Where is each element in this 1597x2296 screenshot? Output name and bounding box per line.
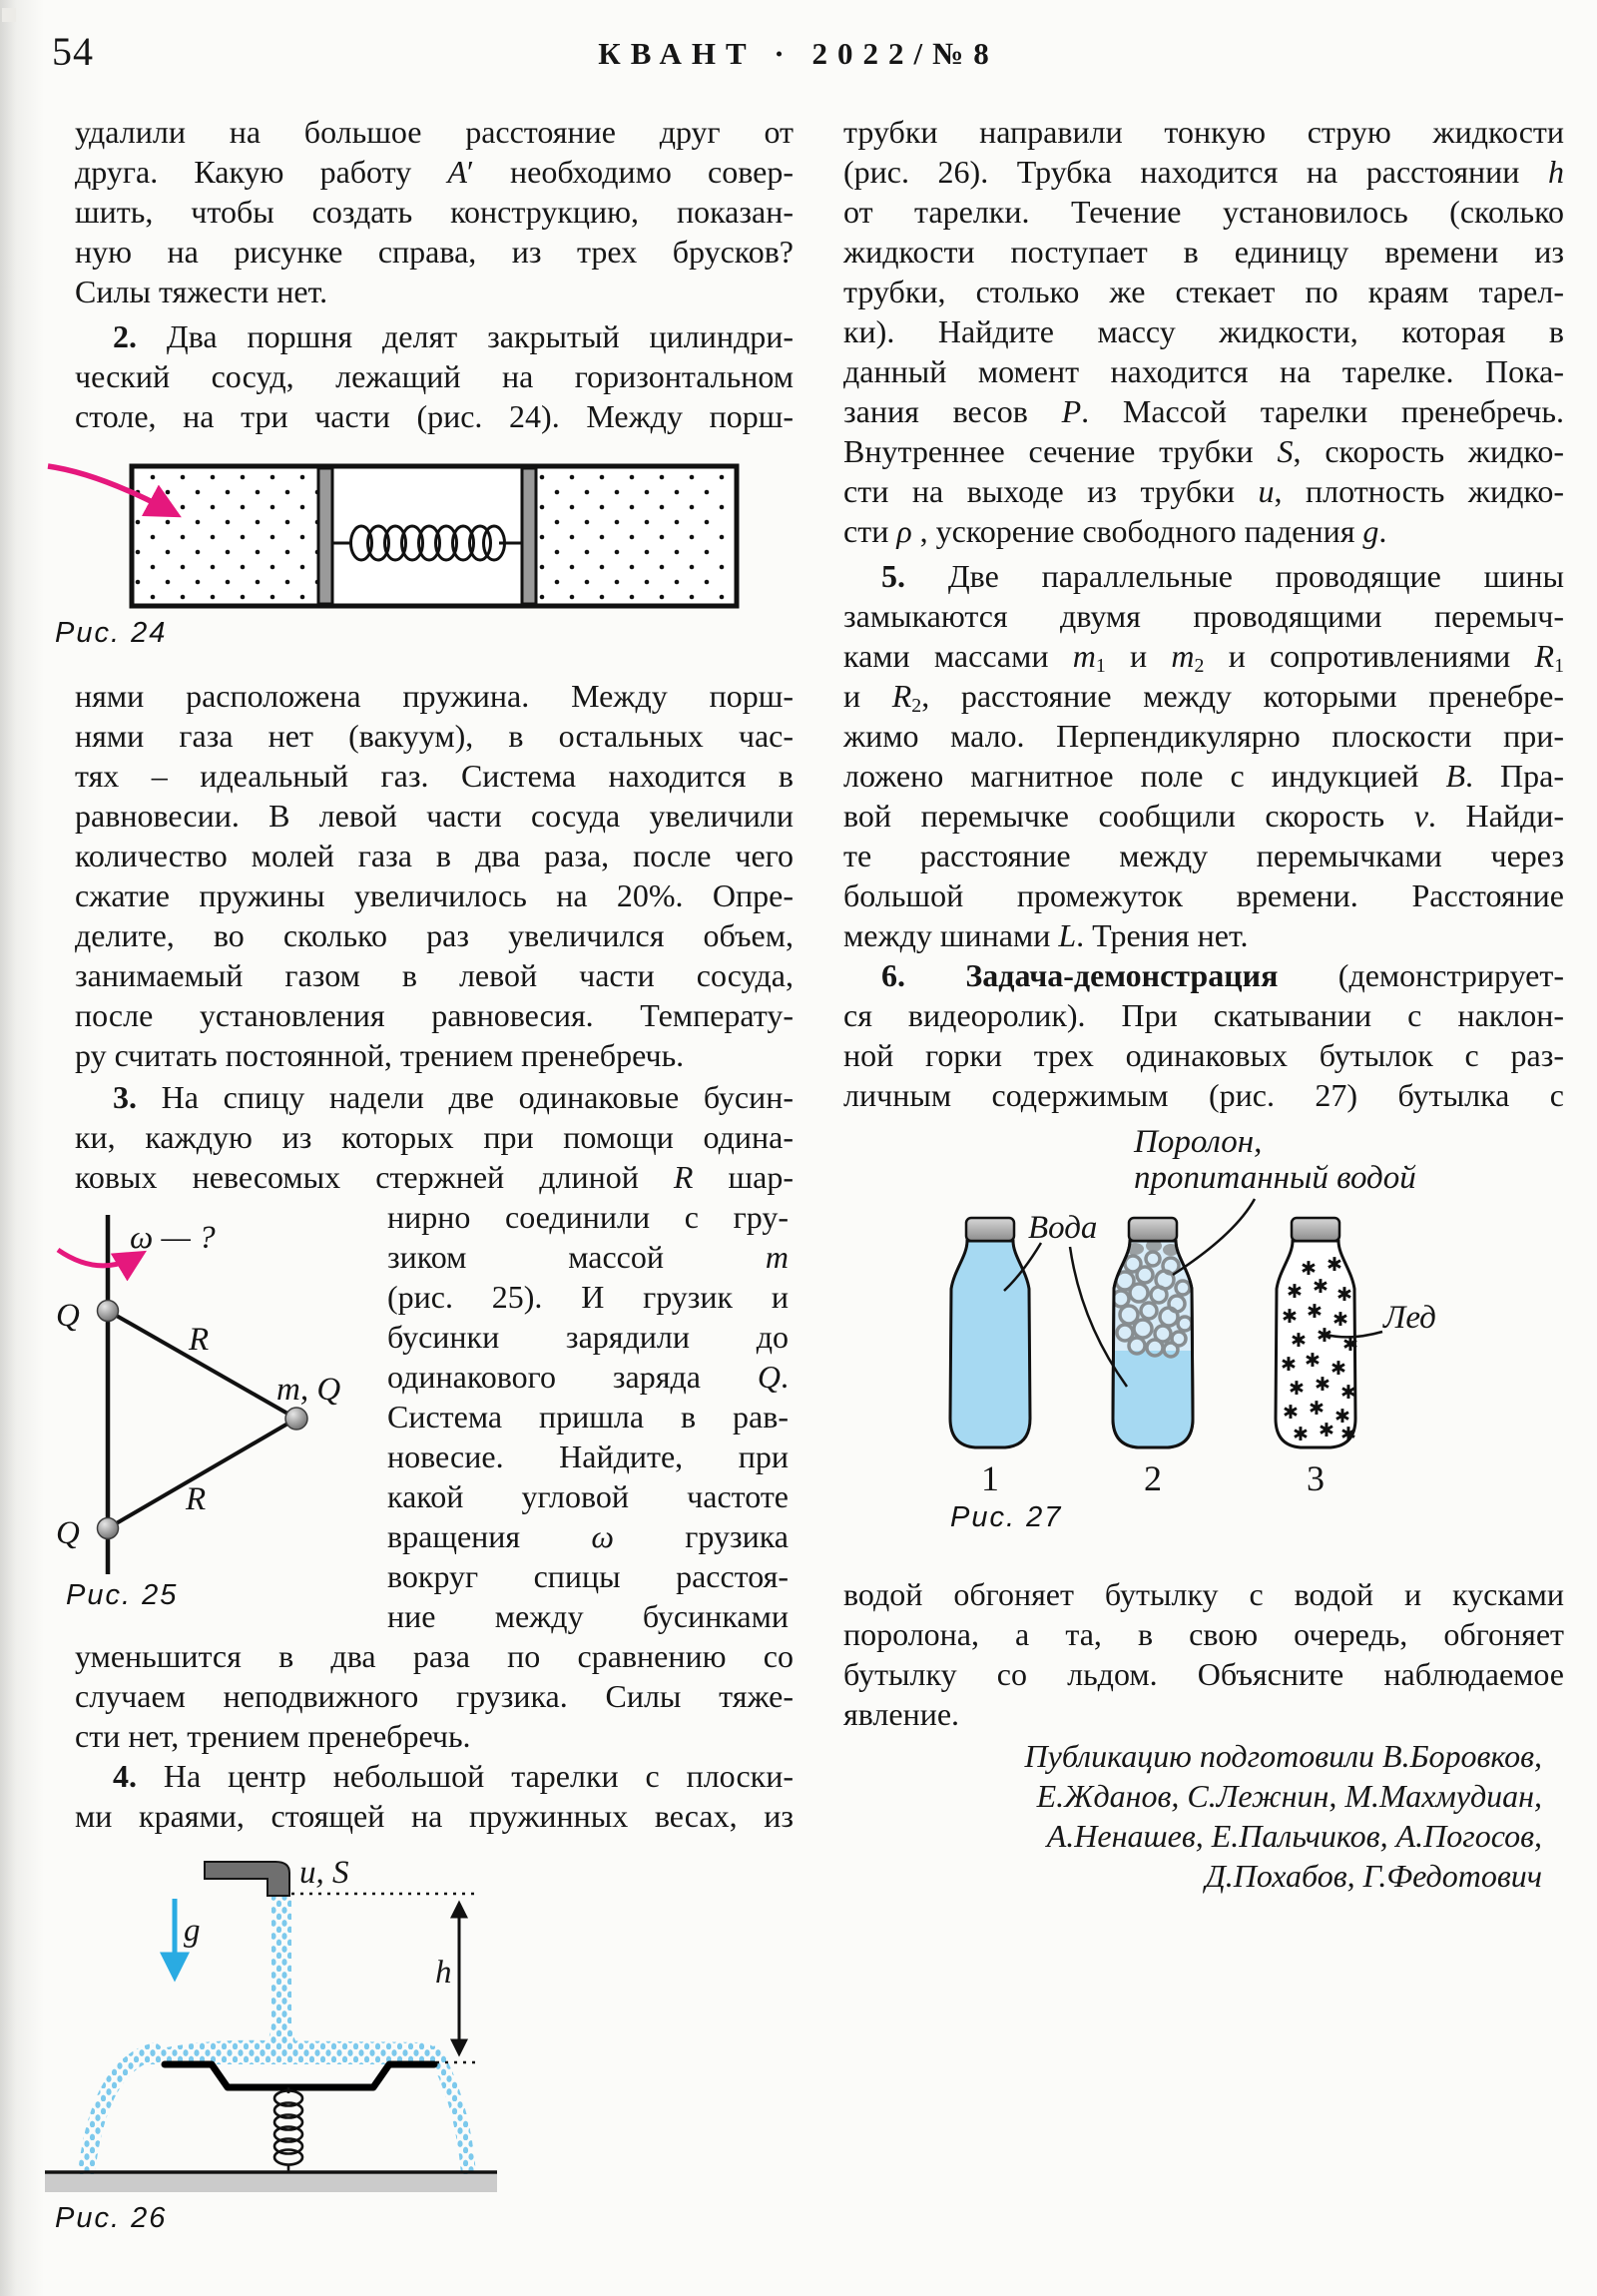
text-line: вращения ω грузика [387, 1518, 790, 1554]
text-line: и $R_2$, расстояние между которыми пренебре- [843, 678, 1565, 717]
svg-text:✱: ✱ [1301, 1258, 1317, 1280]
foam-label-line2: пропитанный водой [1134, 1160, 1416, 1196]
text-line: ние между бусинками [387, 1598, 789, 1634]
svg-text:✱: ✱ [1313, 1276, 1329, 1298]
left-paragraph-3 [75, 676, 794, 1075]
text-line: бутылку со льдом. Объясните наблюдаемое [843, 1656, 1564, 1692]
text-line: поролона, а та, в свою очередь, обгоняет [843, 1616, 1564, 1652]
svg-text:✱: ✱ [1282, 1306, 1298, 1328]
svg-text:✱: ✱ [1283, 1402, 1299, 1424]
text-line: жидкости поступает в единицу времени из [843, 234, 1564, 270]
text-line: А.Ненашев, Е.Пальчиков, А.Погосов, [1046, 1818, 1542, 1854]
text-line: сти ρ , ускорение свободного падения g. [843, 513, 1387, 549]
text-line: Е.Жданов, С.Лежнин, М.Махмудиан, [1036, 1778, 1542, 1814]
foam-label-line1: Поролон, [1134, 1124, 1263, 1160]
text-line: большой промежуток времени. Расстояние [843, 877, 1564, 913]
liquid-sheet [148, 2040, 438, 2064]
overflow-left [87, 2051, 154, 2169]
svg-text:✱: ✱ [1293, 1424, 1309, 1445]
text-line: нями газа нет (вакуум), в остальных час- [75, 718, 794, 754]
figure-27-caption: Рис. 27 [950, 1501, 1063, 1533]
plate [165, 2064, 434, 2087]
bottle-1-body [950, 1241, 1030, 1447]
svg-text:✱: ✱ [1331, 1358, 1346, 1380]
text-line: делите, во сколько раз увеличился объем, [75, 917, 794, 953]
rod-bottom-label: R [186, 1481, 207, 1517]
svg-text:✱: ✱ [1315, 1374, 1331, 1396]
text-line: водой обгоняет бутылку с водой и кусками [843, 1576, 1564, 1612]
text-line: равновесии. В левой части сосуда увеличили [75, 798, 794, 834]
charge-bottom-label: Q [56, 1515, 80, 1551]
scale-spring [274, 2087, 302, 2172]
piston-left [318, 468, 332, 604]
height-label: h [435, 1955, 452, 1991]
weight-bead [285, 1408, 307, 1430]
text-line: трубки, столько же стекает по краям тарел- [843, 274, 1564, 309]
text-line: после установления равновесия. Температу- [75, 997, 794, 1033]
foam-leader [1173, 1199, 1255, 1275]
bottle-3-cap [1292, 1218, 1339, 1241]
text-line: Внутреннее сечение трубки S, скорость жидко- [843, 433, 1565, 469]
bottle-3-number: 3 [1307, 1458, 1325, 1498]
text-line: ческий сосуд, лежащий на горизонтальном [75, 358, 794, 394]
text-line: ки, каждую из которых при помощи одина- [75, 1119, 794, 1155]
svg-text:✱: ✱ [1289, 1378, 1305, 1400]
text-line: ложено магнитное поле с индукцией B. Пра- [843, 758, 1565, 794]
text-line: тях – идеальный газ. Система находится в [75, 758, 794, 794]
text-line: уменьшится в два раза по сравнению со [75, 1638, 794, 1674]
svg-text:✱: ✱ [1317, 1325, 1332, 1347]
svg-text:✱: ✱ [1334, 1406, 1350, 1428]
text-line: друга. Какую работу A′ необходимо совер- [75, 154, 794, 190]
bottle-2-cap [1129, 1218, 1177, 1241]
text-line: ковых невесомых стержней длиной R шар- [75, 1159, 795, 1195]
bead-top [98, 1301, 119, 1322]
left-problem-2 [75, 316, 794, 436]
figure-25-spike-beads [40, 1203, 379, 1602]
svg-text:✱: ✱ [1336, 1284, 1352, 1306]
floor [45, 2174, 497, 2192]
svg-text:✱: ✱ [1332, 1309, 1348, 1331]
gravity-label: g [184, 1913, 201, 1949]
text-line: нирно соединили с гру- [387, 1199, 789, 1235]
svg-text:✱: ✱ [1309, 1398, 1325, 1420]
text-line: ру считать постоянной, трением пренебречь. [75, 1037, 685, 1073]
text-line: ся видеоролик). При скатывании с наклон- [843, 997, 1564, 1033]
left-problem-3 [75, 1077, 794, 1197]
tube [205, 1862, 289, 1896]
page-number: 54 [52, 29, 94, 74]
text-line: ми краями, стоящей на пружинных весах, из [75, 1798, 794, 1834]
text-line: сти на выходе из трубки u, плотность жидко- [843, 473, 1565, 509]
left-paragraph-5 [75, 1636, 794, 1756]
bottle-2-number: 2 [1144, 1458, 1162, 1498]
text-line: (рис. 26). Трубка находится на расстоянии h [843, 154, 1564, 190]
text-line: сти нет, трением пренебречь. [75, 1718, 471, 1754]
text-line: ки). Найдите массу жидкости, которая в [843, 313, 1564, 349]
svg-text:✱: ✱ [1342, 1334, 1358, 1356]
left-problem-3-narrow [387, 1197, 789, 1636]
figure-26-plate-stream [40, 1855, 519, 2199]
text-line: зиком массой m [387, 1239, 789, 1275]
gas-left [135, 469, 318, 603]
text-line: сжатие пружины увеличилось на 20%. Опре- [75, 877, 794, 913]
text-line: занимаемый газом в левой части сосуда, [75, 957, 794, 993]
mass-charge-label: m, Q [276, 1372, 341, 1408]
text-line: шить, чтобы создать конструкцию, показан- [75, 194, 794, 230]
text-line: данный момент находится на тарелке. Пока- [843, 353, 1564, 389]
figure-25-caption: Рис. 25 [66, 1579, 179, 1611]
right-paragraph-4 [843, 1574, 1564, 1734]
svg-text:✱: ✱ [1305, 1350, 1321, 1372]
piston-right [522, 468, 536, 604]
svg-text:✱: ✱ [1287, 1281, 1303, 1303]
scan-artifact [2, 8, 16, 22]
text-line: случаем неподвижного грузика. Силы тяже- [75, 1678, 794, 1714]
omega-label: ω — ? [130, 1220, 216, 1256]
text-line: одинакового заряда Q. [387, 1359, 789, 1395]
right-paragraph-1 [843, 112, 1564, 551]
text-line: Силы тяжести нет. [75, 274, 328, 309]
text-line: явление. [843, 1696, 960, 1732]
left-problem-4 [75, 1756, 794, 1836]
text-line: те расстояние между перемычками через [843, 838, 1564, 873]
credits [843, 1736, 1542, 1896]
svg-text:✱: ✱ [1340, 1424, 1356, 1445]
figure-24-caption: Рис. 24 [55, 617, 168, 649]
text-line: личным содержимым (рис. 27) бутылка с [843, 1077, 1564, 1113]
svg-text:✱: ✱ [1340, 1382, 1356, 1404]
svg-text:✱: ✱ [1319, 1420, 1334, 1441]
journal-header: КВАНТ · 2022/№8 [598, 36, 999, 71]
liquid-stream [250, 1895, 313, 2057]
svg-text:✱: ✱ [1291, 1330, 1307, 1352]
text-line: бусинки зарядили до [387, 1319, 789, 1355]
bead-bottom [98, 1518, 119, 1539]
text-line: Д.Похабов, Г.Федотович [1205, 1858, 1542, 1894]
text-line: жимо мало. Перпендикулярно плоскости при- [843, 718, 1564, 754]
left-paragraph-1 [75, 112, 794, 311]
figure-26-caption: Рис. 26 [55, 2202, 168, 2234]
text-line: какой угловой частоте [387, 1478, 789, 1514]
text-line: удалили на большое расстояние друг от [75, 114, 794, 150]
charge-top-label: Q [56, 1298, 80, 1334]
right-problem-5 [843, 556, 1564, 955]
text-line: вой перемычке сообщили скорость v. Найди- [843, 798, 1565, 834]
text-line: зания весов P. Массой тарелки пренебречь. [843, 393, 1565, 429]
text-line: 4. На центр небольшой тарелки с плоски- [113, 1758, 794, 1794]
bottle-1-cap [966, 1218, 1014, 1241]
text-line: (рис. 25). И грузик и [387, 1279, 789, 1315]
text-line: 5. Две параллельные проводящие шины [881, 558, 1564, 594]
text-line: столе, на три части (рис. 24). Между порш- [75, 398, 794, 434]
text-line: Публикацию подготовили В.Боровков, [1024, 1738, 1542, 1774]
text-line: замыкаются двумя проводящими перемыч- [843, 598, 1564, 634]
text-line: количество молей газа в два раза, после чего [75, 838, 794, 873]
ice-label: Лед [1383, 1300, 1436, 1336]
svg-text:✱: ✱ [1307, 1301, 1323, 1323]
svg-text:✱: ✱ [1327, 1254, 1342, 1276]
rotation-arrow [58, 1250, 140, 1266]
text-line: нями расположена пружина. Между порш- [75, 678, 794, 714]
bottle-2-contents [1108, 1239, 1198, 1450]
text-line: 3. На спицу надели две одинаковые бусин- [113, 1079, 794, 1115]
svg-text:✱: ✱ [1281, 1354, 1297, 1376]
text-line: 6. Задача-демонстрация (демонстрирует- [881, 957, 1564, 993]
text-line: трубки направили тонкую струю жидкости [843, 114, 1564, 150]
gas-right [536, 469, 734, 603]
text-line: ной горки трех одинаковых бутылок с раз- [843, 1037, 1564, 1073]
text-line: вокруг спицы расстоя- [387, 1558, 789, 1594]
rod-top-label: R [189, 1322, 210, 1358]
text-line: ную на рисунке справа, из трех брусков? [75, 234, 794, 270]
tube-label: u, S [299, 1855, 349, 1891]
text-line: Система пришла в рав- [387, 1399, 789, 1435]
text-line: от тарелки. Течение установилось (сколько [843, 194, 1564, 230]
water-label: Вода [1028, 1210, 1098, 1246]
text-line: между шинами L. Трения нет. [843, 917, 1249, 953]
overflow-right [435, 2053, 468, 2169]
text-line: ками массами $m_1$ и $m_2$ и сопротивлениями $R_1$ [843, 638, 1564, 677]
bottle-1-number: 1 [981, 1458, 999, 1498]
right-problem-6 [843, 955, 1564, 1115]
text-line: новесие. Найдите, при [387, 1438, 789, 1474]
text-line: 2. Два поршня делят закрытый цилиндри- [113, 318, 794, 354]
